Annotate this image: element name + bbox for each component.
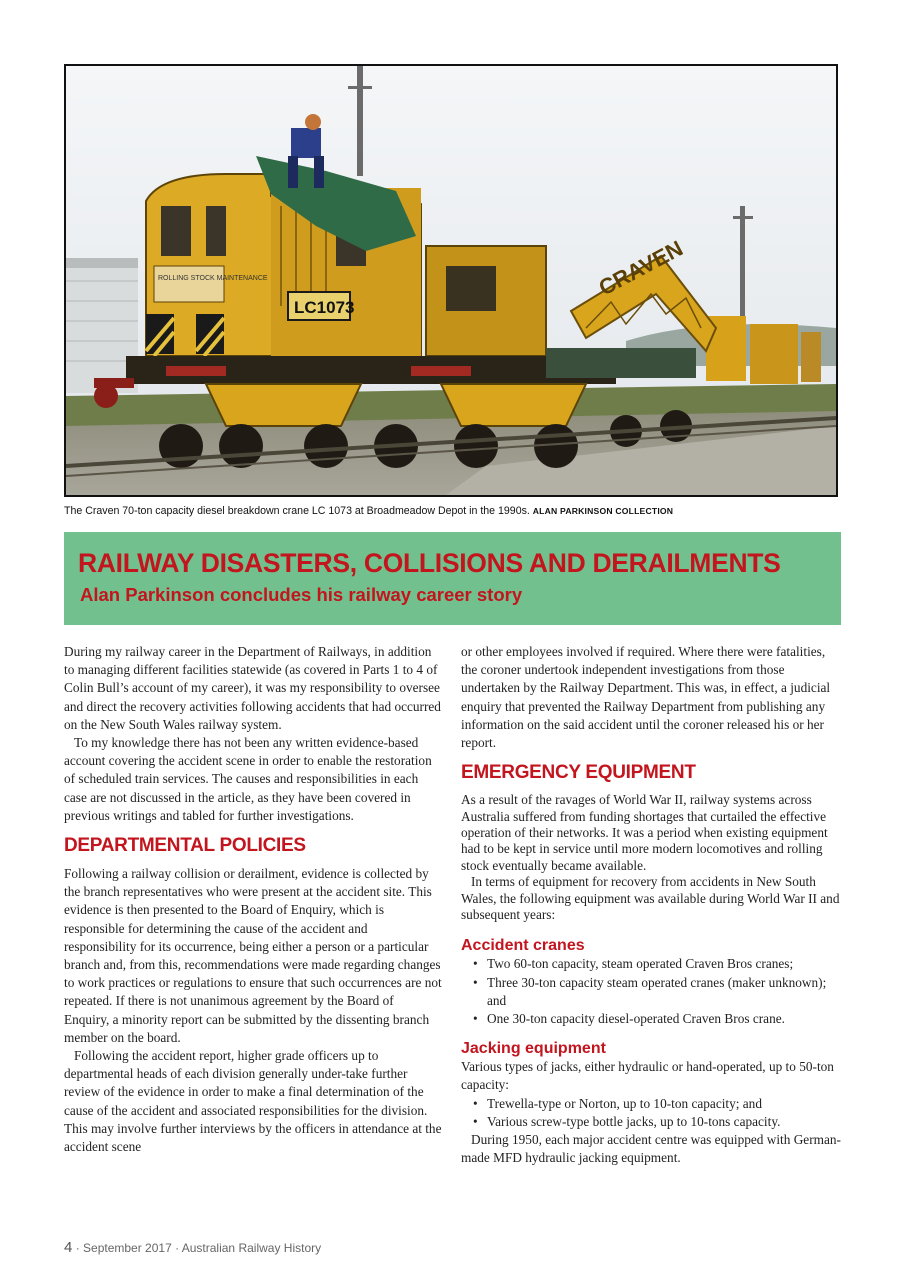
list-item: • Three 30-ton capacity steam operated cranes (maker unknown); and	[487, 974, 841, 1010]
heading-emergency-equipment: EMERGENCY EQUIPMENT	[461, 762, 696, 784]
jib-lettering: CRAVEN	[594, 235, 687, 301]
continued-paragraph: or other employees involved if required. Where there were fatalities, the coroner undertook independent investigations from those undertaken by the Railway Department. This was, in effect, a judicial enquiry that prevented the Railway Department from publishing any information on the said accident until the coroner released his or her report.	[461, 644, 831, 751]
footer-text: · September 2017 · Australian Railway History	[75, 1241, 322, 1255]
list-item: • Various screw-type bottle jacks, up to 10-tons capacity.	[487, 1113, 841, 1131]
article-subtitle: Alan Parkinson concludes his railway career story	[80, 584, 523, 605]
sign-text: ROLLING STOCK MAINTENANCE	[158, 275, 268, 282]
caption-text: The Craven 70-ton capacity diesel breakdown crane LC 1073 at Broadmeadow Depot in the 1990s.	[64, 505, 530, 517]
heading-accident-cranes: Accident cranes	[461, 937, 585, 955]
policies-paragraph-1: Following a railway collision or derailment, evidence is collected by the branch representatives who were present at the accident site. This evidence is then presented to the Board of Enquiry, which is responsible for determining the cause of the accident and responsibility for its occurrence, being either a person or a particular branch and, from this, recommendations were made regarding changes to work practices or regulations to ensure that such occurrences are not repeated. If there is not unanimous agreement by the Board of Enquiry, a minority report can be submitted by the dissenting branch member on the board.	[64, 866, 442, 1045]
closing-paragraph: During 1950, each major accident centre was equipped with German-made MFD hydraulic jacking equipment.	[461, 1132, 841, 1166]
page-number: 4	[64, 1239, 73, 1256]
photo-caption	[64, 505, 844, 517]
heading-departmental-policies: DEPARTMENTAL POLICIES	[64, 835, 306, 857]
photo-credit: ALAN PARKINSON COLLECTION	[532, 506, 674, 516]
list-item: • Trewella-type or Norton, up to 10-ton capacity; and	[487, 1095, 841, 1113]
list-item: • Two 60-ton capacity, steam operated Craven Bros cranes;	[487, 955, 841, 973]
intro-paragraph-1: During my railway career in the Department of Railways, in addition to managing different facilities statewide (as covered in Parts 1 to 4 of Colin Bull’s account of my career), it was my responsibility to oversee and direct the recovery activities following accidents that had occurred on the New South Wales railway system.	[64, 644, 441, 732]
list-item: • One 30-ton capacity diesel-operated Craven Bros crane.	[487, 1010, 841, 1028]
heading-jacking-equipment: Jacking equipment	[461, 1040, 606, 1058]
jacking-intro: Various types of jacks, either hydraulic or hand-operated, up to 50-ton capacity:	[461, 1059, 834, 1093]
crane-illustration	[66, 66, 836, 495]
crane-photo	[64, 64, 838, 497]
right-column	[461, 643, 841, 1168]
intro-paragraph-2: To my knowledge there has not been any written evidence-based account covering the accident scene in order to enable the restoration of scheduled train services. The causes and responsibilities in each case are not discussed in the article, as they have been covered in previous writings and tabled for further investigations.	[64, 735, 432, 823]
title-banner	[64, 532, 841, 625]
emergency-paragraph-1: As a result of the ravages of World War II, railway systems across Australia suffered from funding shortages that curtailed the effective operation of their networks. It was a period when existing equipment had to be kept in service until more modern locomotives and rolling stock eventually became available.	[461, 792, 828, 873]
emergency-paragraph-2: In terms of equipment for recovery from accidents in New South Wales, the following equipment was available during World War II and subsequent years:	[461, 874, 840, 923]
number-plate: LC1073	[294, 298, 355, 317]
policies-paragraph-2: Following the accident report, higher grade officers up to departmental heads of each division generally under-take further review of the evidence in order to make a final determination of the cause of the accident and associated responsibilities for the division. This may involve further interviews by the officers in attendance at the accident scene	[64, 1048, 442, 1155]
article-title: RAILWAY DISASTERS, COLLISIONS AND DERAILMENTS	[78, 548, 781, 578]
page-footer	[64, 1239, 321, 1256]
left-column	[64, 643, 442, 1156]
cranes-list	[461, 955, 841, 1028]
jacks-list	[461, 1095, 841, 1131]
